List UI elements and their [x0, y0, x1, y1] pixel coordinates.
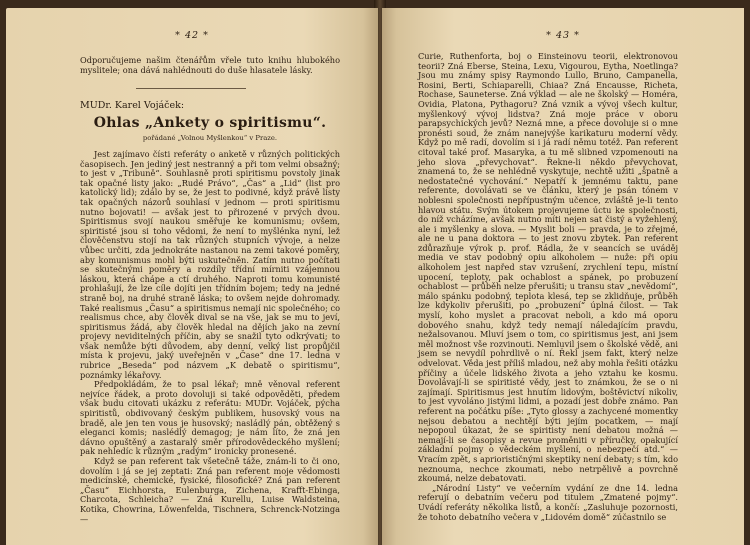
article-body-continued: [418, 52, 678, 522]
article-body: [80, 150, 340, 524]
paragraph: Jest zajímavo čísti referáty o anketě v různých politických časopisech. Jen jediný jest nestranný a při tom velmi obsažný; to jest v „Tribuně“. Souhlasně proti spiritismu povstoly jinak tak opačné listy jako: „Rudé Právo“, „Čas“ a „Lid“ (list pro katolický lid); zdálo by se, že jest to podivné, když právě listy tak opačných názorů souhlasí v jednom — proti spiritismu nutno bojovati! — avšak jest to přirozené v prvých dvou. Spiritismus svojí naukou směřuje ke komunismu; ovšem, spiritisté jsou si toho vědomi, že není to myšlénka nyní, lež člověčenstvu stojí na tak různých stupních vývoje, a nelze vůbec určiti, zda jednokráte nastanou na zemi takové poměry, aby komunismus mohl býti uskutečněn. Zatím nutno počítati se skutečnými poměry a rozdíly třídní mírniti vzájemnou láskou, která chápe a ctí druhého. Naproti tomu komunisté prohlašují, že lze cíle dojíti jen třídním bojem; tedy na jedné straně boj, na druhé straně láska; to ovšem nejde dohromady. Také realismus „Času“ a spiritismus nemají nic společného; co realismus chce, aby člověk dival se na vše, jak se mu to jeví, spiritismus žádá, aby člověk hledal na dějích jako na zevní projevy neviditelných příčin, aby se snažil tyto odkrývati; to však nemůže býti důvodem, aby denní, velký list propůjčil místa k projevu, jaký uveřejněn v „Čase“ dne 17. ledna v rubrice „Beseda“ pod názvem „K debatě o spiritismu“, poznámky lékařovy.: [80, 149, 340, 380]
intro-paragraph: Odporučujeme našim čtenářům vřele tuto knihu hlubokého myslitele; ona dává nahlédnouti do duše hlasatele lásky.: [80, 55, 340, 75]
article-author: MUDr. Karel Vojáček:: [80, 100, 185, 111]
section-divider: [136, 88, 246, 89]
article-subtitle: pořádané „Volnou Myšlenkou“ v Praze.: [142, 134, 278, 142]
paragraph: Když se pan referent tak všetečně táže, znám-li to či ono, dovolím i já se jej zeptati: Zná pan referent moje vědomosti medicínské, chemické, fysické, filosofické? Zná pan referent „Času“ Eichhorsta, Eulenburga, Zichena, Krafft-Ebinga, Charcota, Schleicha? — Zná Kurellu, Luise Waldsteina, Kotika, Chowrina, Löwenfelda, Tischnera, Schrenck-Notzinga—: [80, 456, 340, 524]
left-page: [6, 8, 378, 545]
right-page: [382, 8, 744, 545]
paragraph: Předpokládám, že to psal lékař; mně věnoval referent nejvíce řádek, a proto dovoluji si také odpověděti, předem však budu citovati ukázku z referátu: MUDr. Vojáček, pýcha spiritistů, obdivovaný českým publikem, husovský vous na bradě, ale jen ten vous je husovský; nasládlý pán, obtěžený s eleganci komis; naslédlý demagog; je nám líto, že zná jen dávno opuštěný a zastaralý směr přírodovědeckého myšlení; pak nehledíc k různým „radým“ ironicky pronesené.: [80, 379, 340, 457]
article-title: Ohlas „Ankety o spiritismu“.: [93, 115, 327, 131]
paragraph: Curie, Ruthenforta, boj o Einsteinovu teorii, elektronovou teorii? Zná Eberse, Steina, Lexu, Vigourou, Eytha, Noetlinga? Jsou mu známy spisy Raymondo Lullo, Bruno, Campanella, Rosini, Berti, Schiaparelli, Chiaa? Zná Encausse, Richeta, Rochase, Sauneterse. Zná výklad — ale ne školský — Homéra, Ovidia, Platona, Pythagoru? Zná vznik a vývoj všech kultur, myšlenkový vývoj lidstva? Zná moje práce v oboru parapsychických jevů? Nezná mne, a přece dovoluje si o mne pronésti soud, že znám nanejvýše karikaturu moderní vědy. Když po mě radí, dovolím si i já radí němu totéž. Pan referent citoval také prof. Masaryka, a tu mě slibned vzpomenouti na jeho slova „převychovat“. Řekne-li někdo převychovat, znamená to, že se nehlédně vyskytuje, nechtě užiti „špatně a nedostatečné vychování.“ Nepatří k jemnému taktu, pane referente, dovolávati se ve článku, který je psán tónem v noblesni společnosti nepřípustným učence, zvláště je-li tento hlavou státu. Svým útokem projevujeme úctu ke společnosti, do níž vcházíme, avšak nutno míti nejen sat čistý a vyžehlený, ale i myšlenky a slova. — Myslit boli — pravda, je to zřejmé, ale ne u pana doktora — to jest znovu zbytek. Pan referent zdůrazňuje výrok p. prof. Rádla, že v seancích se uváděj media ve stav podobný opiu alkoholem — nuže: při opiu alkoholem jest napřed stav vzrušení, zrychlení tepu, místní upocení, teploty, pak ochablost a spánek, po probuzení ochablost — průběh nelze přerušiti; u transu stav „nevědomí“, málo spánku podobný, teplota klesá, tep se zklidňuje, průběh lze kdykoliv přerušiti, po „probuzení“ úplná čilost. — Tak myslí, koho myslet a pracovat neboli, a kdo má oporu dobového snahu, když tedy nemají náledajícím pravdu, nežalsovanou. Mluví jsem o tom, co spiritismus jest, ani jsem měl možnost vše rozvinouti. Nemluvil jsem o školské vědě, ani jsem se nevydíl pohrdlivě o ní. Řekl jsem fakt, který nelze odvelovat. Věda jest příliš mladou, než aby mohla řešiti otázku příčiny a účele lidského života a jeho vztahu ke kosmu. Dovolávají-li se spiritisté vědy, jest to známkou, že se o ni zajímají. Spiritismus jest hnutím lidovým, boštěvictví nikoliv, to jest vyvoláno jistými lidmi, a pozadí jest dobře známo. Pan referent na počátku píše: „Tyto glossy a zachycené momentky nejsou debatou a nechtějí býti jejím pocatkem, — mají nepopoul úkazat, že se spiritisty není debatou možná — nemají-li se časopisy a revue proměniti v příručky, opakující základní pojmy o vědeckém myšlení, o nebezpečí atd.“ — Vracím zpět, s apriorističnými skeptiky není debaty; s tím, kdo neznouma, nechce zkoumati, nebo netrpělivě a povrchně zkoumá, nelze debatovati.: [418, 51, 678, 484]
left-page-number: * 42 *: [175, 30, 209, 41]
paragraph: „Národní Listy“ ve večerním vydání ze dne 14. ledna referují o debatním večeru pod titulem „Zmatené pojmy“. Uvádí referáty několika listů, a končí: „Zasluhuje pozornosti, že tohoto debatního večera v „Lidovém domě“ zúčastnilo se: [418, 482, 678, 522]
right-page-number: * 43 *: [546, 30, 580, 41]
